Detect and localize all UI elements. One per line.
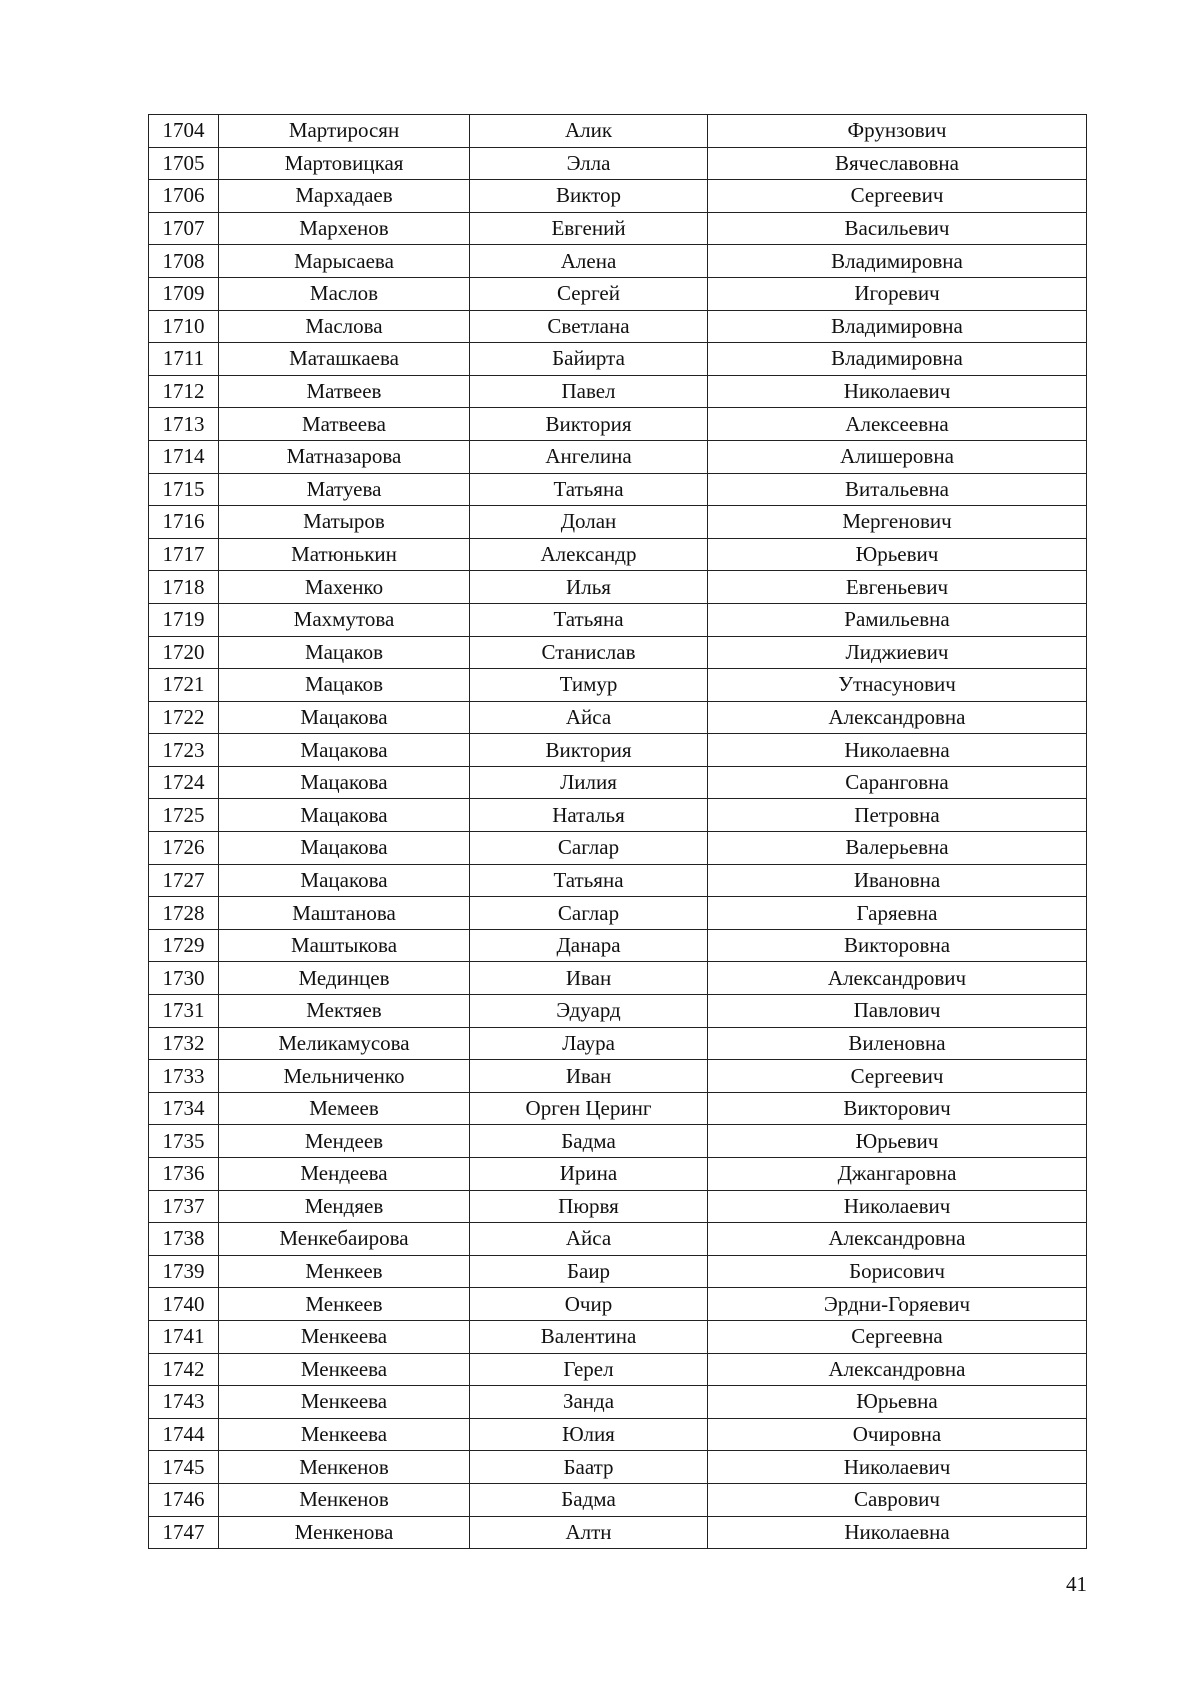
patronymic-cell: Сергеевич <box>708 1060 1087 1093</box>
last-name-cell: Меликамусова <box>219 1027 470 1060</box>
table-row <box>149 506 1087 539</box>
first-name-cell: Саглар <box>470 832 708 865</box>
last-name-cell: Мацакова <box>219 799 470 832</box>
table-row <box>149 1027 1087 1060</box>
patronymic-cell: Саранговна <box>708 766 1087 799</box>
patronymic-cell: Александровна <box>708 1223 1087 1256</box>
first-name-cell: Сергей <box>470 277 708 310</box>
last-name-cell: Менкеева <box>219 1353 470 1386</box>
last-name-cell: Матюнькин <box>219 538 470 571</box>
record-number-cell: 1729 <box>149 929 219 962</box>
first-name-cell: Лилия <box>470 766 708 799</box>
patronymic-cell: Васильевич <box>708 212 1087 245</box>
last-name-cell: Матназарова <box>219 440 470 473</box>
last-name-cell: Менкенов <box>219 1483 470 1516</box>
table-row <box>149 669 1087 702</box>
last-name-cell: Маташкаева <box>219 343 470 376</box>
record-number-cell: 1737 <box>149 1190 219 1223</box>
record-number-cell: 1720 <box>149 636 219 669</box>
first-name-cell: Наталья <box>470 799 708 832</box>
table-row <box>149 1125 1087 1158</box>
record-number-cell: 1738 <box>149 1223 219 1256</box>
table-row <box>149 766 1087 799</box>
patronymic-cell: Евгеньевич <box>708 571 1087 604</box>
last-name-cell: Маслов <box>219 277 470 310</box>
table-row <box>149 1060 1087 1093</box>
record-number-cell: 1715 <box>149 473 219 506</box>
first-name-cell: Пюрвя <box>470 1190 708 1223</box>
patronymic-cell: Юрьевна <box>708 1386 1087 1419</box>
patronymic-cell: Юрьевич <box>708 538 1087 571</box>
table-row <box>149 245 1087 278</box>
record-number-cell: 1710 <box>149 310 219 343</box>
record-number-cell: 1741 <box>149 1320 219 1353</box>
record-number-cell: 1727 <box>149 864 219 897</box>
patronymic-cell: Очировна <box>708 1418 1087 1451</box>
first-name-cell: Долан <box>470 506 708 539</box>
first-name-cell: Иван <box>470 1060 708 1093</box>
first-name-cell: Юлия <box>470 1418 708 1451</box>
last-name-cell: Матуева <box>219 473 470 506</box>
table-row <box>149 1483 1087 1516</box>
record-number-cell: 1707 <box>149 212 219 245</box>
table-row <box>149 995 1087 1028</box>
first-name-cell: Павел <box>470 375 708 408</box>
patronymic-cell: Александрович <box>708 962 1087 995</box>
record-number-cell: 1734 <box>149 1092 219 1125</box>
patronymic-cell: Сергеевич <box>708 180 1087 213</box>
record-number-cell: 1713 <box>149 408 219 441</box>
table-row <box>149 1288 1087 1321</box>
first-name-cell: Евгений <box>470 212 708 245</box>
first-name-cell: Бадма <box>470 1483 708 1516</box>
record-number-cell: 1742 <box>149 1353 219 1386</box>
first-name-cell: Элла <box>470 147 708 180</box>
table-row <box>149 1320 1087 1353</box>
patronymic-cell: Владимировна <box>708 343 1087 376</box>
patronymic-cell: Ивановна <box>708 864 1087 897</box>
patronymic-cell: Виленовна <box>708 1027 1087 1060</box>
last-name-cell: Марысаева <box>219 245 470 278</box>
last-name-cell: Мельниченко <box>219 1060 470 1093</box>
last-name-cell: Мархенов <box>219 212 470 245</box>
table-row <box>149 538 1087 571</box>
table-row <box>149 1158 1087 1191</box>
first-name-cell: Виктория <box>470 408 708 441</box>
patronymic-cell: Фрунзович <box>708 115 1087 148</box>
record-number-cell: 1730 <box>149 962 219 995</box>
last-name-cell: Маштыкова <box>219 929 470 962</box>
patronymic-cell: Алишеровна <box>708 440 1087 473</box>
record-number-cell: 1711 <box>149 343 219 376</box>
table-row <box>149 1516 1087 1549</box>
first-name-cell: Лаура <box>470 1027 708 1060</box>
table-row <box>149 147 1087 180</box>
last-name-cell: Менкеева <box>219 1320 470 1353</box>
table-row <box>149 277 1087 310</box>
patronymic-cell: Рамильевна <box>708 603 1087 636</box>
first-name-cell: Орген Церинг <box>470 1092 708 1125</box>
first-name-cell: Данара <box>470 929 708 962</box>
record-number-cell: 1740 <box>149 1288 219 1321</box>
last-name-cell: Матвеев <box>219 375 470 408</box>
table-row <box>149 799 1087 832</box>
patronymic-cell: Саврович <box>708 1483 1087 1516</box>
first-name-cell: Тимур <box>470 669 708 702</box>
last-name-cell: Мартиросян <box>219 115 470 148</box>
patronymic-cell: Эрдни-Горяевич <box>708 1288 1087 1321</box>
last-name-cell: Мартовицкая <box>219 147 470 180</box>
table-row <box>149 701 1087 734</box>
table-row <box>149 440 1087 473</box>
patronymic-cell: Александровна <box>708 701 1087 734</box>
table-row <box>149 1092 1087 1125</box>
record-number-cell: 1732 <box>149 1027 219 1060</box>
patronymic-cell: Николаевич <box>708 375 1087 408</box>
record-number-cell: 1735 <box>149 1125 219 1158</box>
table-row <box>149 180 1087 213</box>
last-name-cell: Маслова <box>219 310 470 343</box>
last-name-cell: Менкенов <box>219 1451 470 1484</box>
patronymic-cell: Николаевич <box>708 1451 1087 1484</box>
table-row <box>149 897 1087 930</box>
first-name-cell: Бадма <box>470 1125 708 1158</box>
first-name-cell: Баир <box>470 1255 708 1288</box>
first-name-cell: Виктор <box>470 180 708 213</box>
last-name-cell: Мацаков <box>219 636 470 669</box>
record-number-cell: 1731 <box>149 995 219 1028</box>
last-name-cell: Мединцев <box>219 962 470 995</box>
table-row <box>149 1386 1087 1419</box>
record-number-cell: 1722 <box>149 701 219 734</box>
record-number-cell: 1747 <box>149 1516 219 1549</box>
last-name-cell: Мацакова <box>219 832 470 865</box>
first-name-cell: Валентина <box>470 1320 708 1353</box>
last-name-cell: Мемеев <box>219 1092 470 1125</box>
first-name-cell: Айса <box>470 701 708 734</box>
table-row <box>149 343 1087 376</box>
first-name-cell: Герел <box>470 1353 708 1386</box>
roster-table <box>148 114 1087 1549</box>
patronymic-cell: Мергенович <box>708 506 1087 539</box>
first-name-cell: Виктория <box>470 734 708 767</box>
table-row <box>149 1451 1087 1484</box>
table-row <box>149 375 1087 408</box>
patronymic-cell: Юрьевич <box>708 1125 1087 1158</box>
table-row <box>149 1190 1087 1223</box>
last-name-cell: Менкеев <box>219 1255 470 1288</box>
patronymic-cell: Владимировна <box>708 310 1087 343</box>
first-name-cell: Светлана <box>470 310 708 343</box>
last-name-cell: Махенко <box>219 571 470 604</box>
table-row <box>149 1223 1087 1256</box>
table-row <box>149 212 1087 245</box>
record-number-cell: 1718 <box>149 571 219 604</box>
first-name-cell: Илья <box>470 571 708 604</box>
patronymic-cell: Александровна <box>708 1353 1087 1386</box>
patronymic-cell: Николаевна <box>708 1516 1087 1549</box>
first-name-cell: Татьяна <box>470 603 708 636</box>
record-number-cell: 1723 <box>149 734 219 767</box>
first-name-cell: Станислав <box>470 636 708 669</box>
patronymic-cell: Владимировна <box>708 245 1087 278</box>
last-name-cell: Менкеев <box>219 1288 470 1321</box>
patronymic-cell: Сергеевна <box>708 1320 1087 1353</box>
patronymic-cell: Викторович <box>708 1092 1087 1125</box>
record-number-cell: 1714 <box>149 440 219 473</box>
first-name-cell: Алик <box>470 115 708 148</box>
record-number-cell: 1708 <box>149 245 219 278</box>
last-name-cell: Мацаков <box>219 669 470 702</box>
patronymic-cell: Викторовна <box>708 929 1087 962</box>
record-number-cell: 1717 <box>149 538 219 571</box>
record-number-cell: 1743 <box>149 1386 219 1419</box>
record-number-cell: 1725 <box>149 799 219 832</box>
last-name-cell: Мендеева <box>219 1158 470 1191</box>
table-row <box>149 310 1087 343</box>
patronymic-cell: Игоревич <box>708 277 1087 310</box>
record-number-cell: 1739 <box>149 1255 219 1288</box>
first-name-cell: Очир <box>470 1288 708 1321</box>
record-number-cell: 1733 <box>149 1060 219 1093</box>
record-number-cell: 1706 <box>149 180 219 213</box>
table-row <box>149 929 1087 962</box>
first-name-cell: Айса <box>470 1223 708 1256</box>
first-name-cell: Ангелина <box>470 440 708 473</box>
last-name-cell: Мацакова <box>219 701 470 734</box>
record-number-cell: 1746 <box>149 1483 219 1516</box>
table-row <box>149 115 1087 148</box>
table-row <box>149 832 1087 865</box>
first-name-cell: Алтн <box>470 1516 708 1549</box>
patronymic-cell: Гаряевна <box>708 897 1087 930</box>
last-name-cell: Мендяев <box>219 1190 470 1223</box>
first-name-cell: Алена <box>470 245 708 278</box>
patronymic-cell: Джангаровна <box>708 1158 1087 1191</box>
last-name-cell: Мектяев <box>219 995 470 1028</box>
page-number: 41 <box>1066 1572 1087 1596</box>
last-name-cell: Менкебаирова <box>219 1223 470 1256</box>
last-name-cell: Менкенова <box>219 1516 470 1549</box>
patronymic-cell: Алексеевна <box>708 408 1087 441</box>
record-number-cell: 1724 <box>149 766 219 799</box>
record-number-cell: 1709 <box>149 277 219 310</box>
record-number-cell: 1721 <box>149 669 219 702</box>
table-row <box>149 1255 1087 1288</box>
record-number-cell: 1736 <box>149 1158 219 1191</box>
record-number-cell: 1728 <box>149 897 219 930</box>
first-name-cell: Байирта <box>470 343 708 376</box>
record-number-cell: 1744 <box>149 1418 219 1451</box>
first-name-cell: Татьяна <box>470 864 708 897</box>
table-row <box>149 1353 1087 1386</box>
last-name-cell: Матвеева <box>219 408 470 441</box>
record-number-cell: 1704 <box>149 115 219 148</box>
last-name-cell: Мацакова <box>219 864 470 897</box>
table-row <box>149 603 1087 636</box>
last-name-cell: Мархадаев <box>219 180 470 213</box>
table-row <box>149 636 1087 669</box>
last-name-cell: Мацакова <box>219 734 470 767</box>
record-number-cell: 1716 <box>149 506 219 539</box>
patronymic-cell: Витальевна <box>708 473 1087 506</box>
last-name-cell: Махмутова <box>219 603 470 636</box>
first-name-cell: Эдуард <box>470 995 708 1028</box>
last-name-cell: Менкеева <box>219 1418 470 1451</box>
table-row <box>149 571 1087 604</box>
patronymic-cell: Лиджиевич <box>708 636 1087 669</box>
first-name-cell: Татьяна <box>470 473 708 506</box>
patronymic-cell: Николаевич <box>708 1190 1087 1223</box>
first-name-cell: Саглар <box>470 897 708 930</box>
first-name-cell: Баатр <box>470 1451 708 1484</box>
last-name-cell: Маштанова <box>219 897 470 930</box>
first-name-cell: Занда <box>470 1386 708 1419</box>
record-number-cell: 1705 <box>149 147 219 180</box>
patronymic-cell: Павлович <box>708 995 1087 1028</box>
patronymic-cell: Борисович <box>708 1255 1087 1288</box>
record-number-cell: 1719 <box>149 603 219 636</box>
table-row <box>149 734 1087 767</box>
record-number-cell: 1712 <box>149 375 219 408</box>
table-row <box>149 473 1087 506</box>
last-name-cell: Матыров <box>219 506 470 539</box>
last-name-cell: Менкеева <box>219 1386 470 1419</box>
table-row <box>149 1418 1087 1451</box>
table-row <box>149 864 1087 897</box>
patronymic-cell: Николаевна <box>708 734 1087 767</box>
patronymic-cell: Вячеславовна <box>708 147 1087 180</box>
patronymic-cell: Петровна <box>708 799 1087 832</box>
table-row <box>149 408 1087 441</box>
patronymic-cell: Утнасунович <box>708 669 1087 702</box>
first-name-cell: Ирина <box>470 1158 708 1191</box>
patronymic-cell: Валерьевна <box>708 832 1087 865</box>
record-number-cell: 1726 <box>149 832 219 865</box>
roster-table-body <box>149 115 1087 1549</box>
first-name-cell: Иван <box>470 962 708 995</box>
last-name-cell: Мендеев <box>219 1125 470 1158</box>
first-name-cell: Александр <box>470 538 708 571</box>
table-row <box>149 962 1087 995</box>
record-number-cell: 1745 <box>149 1451 219 1484</box>
last-name-cell: Мацакова <box>219 766 470 799</box>
